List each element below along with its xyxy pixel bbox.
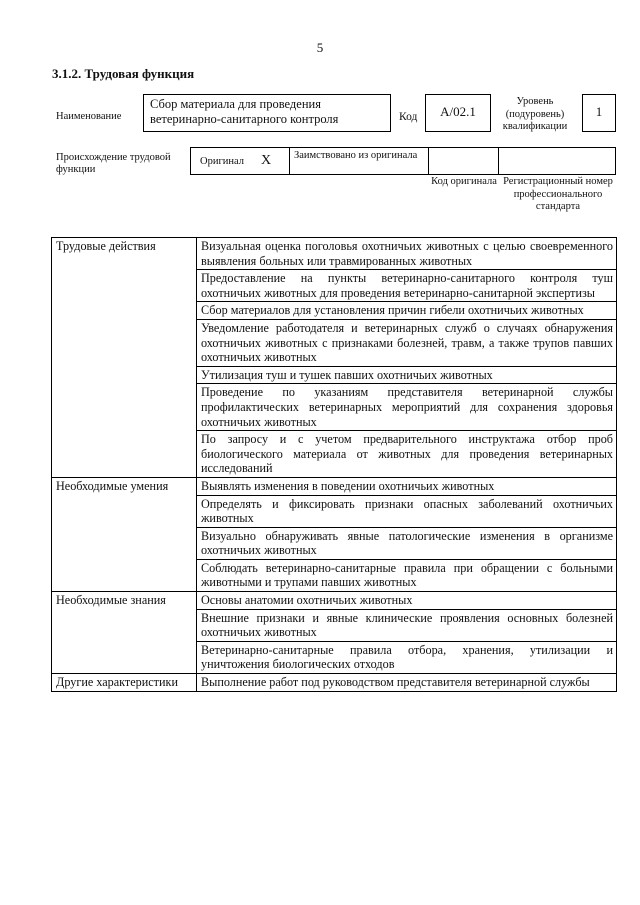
required-skill-item: Выявлять изменения в поведении охотничьих животных [197,477,617,495]
required-skill-item: Определять и фиксировать признаки опасных заболеваний охотничьих животных [197,495,617,527]
labor-action-item: Уведомление работодателя и ветеринарных служб о случаях обнаружения охотничьих животных с признаками болезней, травм, а также трупов павших охотничьих животных [197,319,617,366]
code-original-label: Код оригинала [431,176,497,187]
required-skill-item: Визуально обнаруживать явные патологические изменения в организме охотничьих животных [197,527,617,559]
required-knowledge-item: Основы анатомии охотничьих животных [197,592,617,610]
function-code-label: Код [399,111,418,123]
origin-label: Происхождение трудовой функции [56,152,171,175]
labor-action-item: Проведение по указаниям представителя ветеринарной службы профилактических ветеринарных мероприятий для сохранения здоровья охотничьих животных [197,384,617,431]
qualification-level-label: Уровень (подуровень) квалификации [502,96,568,132]
function-details-table [51,237,617,692]
labor-action-item: Визуальная оценка поголовья охотничьих животных с целью своевременного выявления больных или травмированных животных [197,238,617,270]
table-row [52,238,617,270]
qualification-level-box: 1 [582,94,616,132]
required-knowledge-item: Внешние признаки и явные клинические проявления основных болезней охотничьих животных [197,609,617,641]
origin-original-label: Оригинал [200,156,244,167]
labor-action-item: По запросу и с учетом предварительного инструктажа отбор проб биологического материала от животных для проведения ветеринарных исследований [197,431,617,478]
required-skill-item: Соблюдать ветеринарно-санитарные правила при обращении с больными животными и трупами павших животных [197,559,617,591]
origin-original-mark: X [261,153,272,168]
page-number: 5 [316,40,324,55]
registration-number-label: Регистрационный номер профессионального стандарта [503,176,613,212]
section-title-required-knowledge: Необходимые знания [52,592,197,674]
other-characteristic-item: Выполнение работ под руководством представителя ветеринарной службы [197,674,617,692]
origin-registration-cell [499,148,615,174]
labor-action-item: Сбор материалов для установления причин гибели охотничьих животных [197,302,617,320]
function-name-label: Наименование [56,111,122,122]
function-name-box: Сбор материала для проведения ветеринарно-санитарного контроля [143,94,391,132]
section-title-required-skills: Необходимые умения [52,477,197,591]
origin-row [190,147,616,175]
labor-action-item: Предоставление на пункты ветеринарно-санитарного контроля туш охотничьих животных для проведения ветеринарно-санитарной экспертизы [197,270,617,302]
section-heading: 3.1.2. Трудовая функция [52,66,195,81]
required-knowledge-item: Ветеринарно-санитарные правила отбора, хранения, утилизации и уничтожения биологических отходов [197,641,617,673]
origin-original-cell [191,148,290,174]
table-row [52,592,617,610]
section-title-labor-actions: Трудовые действия [52,238,197,478]
section-title-other-characteristics: Другие характеристики [52,674,197,692]
origin-borrowed-cell: Заимствовано из оригинала [290,148,429,174]
table-row [52,477,617,495]
function-code-box: A/02.1 [425,94,491,132]
origin-code-cell [429,148,499,174]
labor-action-item: Утилизация туш и тушек павших охотничьих животных [197,366,617,384]
table-row [52,674,617,692]
